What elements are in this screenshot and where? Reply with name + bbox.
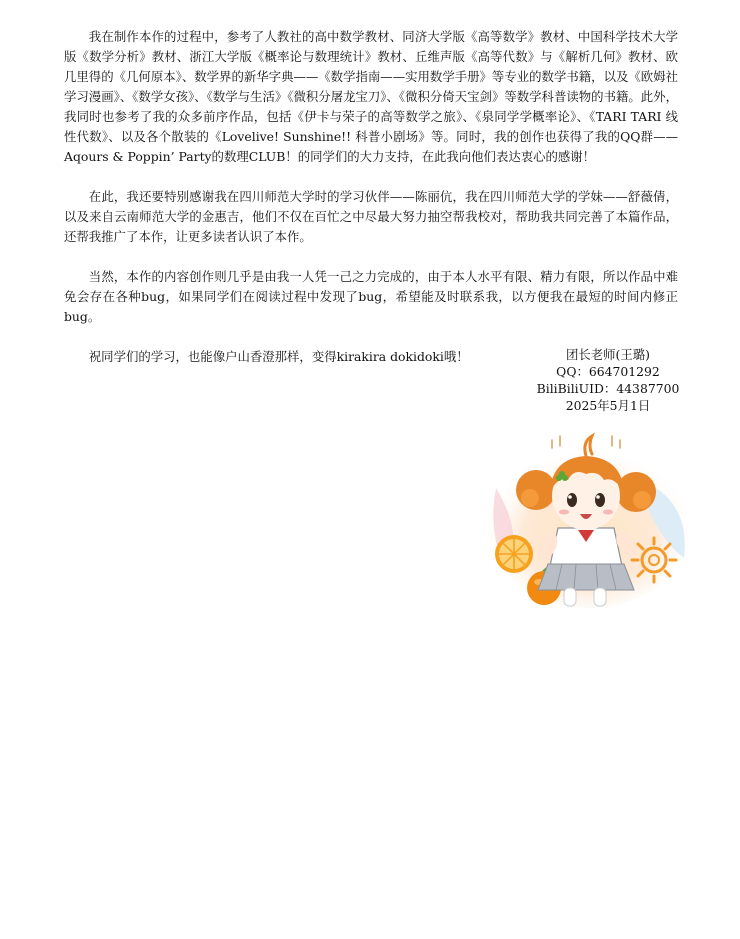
right-leg — [594, 588, 606, 606]
orange-slice-icon — [495, 535, 533, 573]
signature-block — [520, 346, 696, 414]
paragraph-references: 我在制作本作的过程中，参考了人教社的高中数学教材、同济大学版《高等数学》教材、中国科学技术大学版《数学分析》教材、浙江大学版《概率论与数理统计》教材、丘维声版《高等代数》与《解析几何》教材、欧几里得的《几何原本》、数学界的新华字典——《数学指南——实用数学手册》等专业的数学书籍，以及《欧姆社学习漫画》、《数学女孩》、《数学与生活》《微积分屠龙宝刀》、《微积分倚天宝剑》等数学科普读物的书籍。此外，我同时也参考了我的众多前序作品，包括《伊卡与荣子的高等数学之旅》、《泉同学学概率论》、《TARI TARI 线性代数》、以及各个散装的《Lovelive! Sunshine!! 科普小剧场》等。同时，我的创作也获得了我的QQ群——Aqours & Poppin’ Party的数理CLUB！的同学们的大力支持，在此我向他们表达衷心的感谢！ — [64, 29, 678, 164]
left-eye — [567, 493, 577, 507]
uniform-skirt — [538, 564, 634, 590]
signature-date: 2025年5月1日 — [565, 398, 651, 413]
paragraph-wish: 祝同学们的学习，也能像户山香澄那样，变得kirakira dokidoki哦！ — [88, 349, 469, 364]
acknowledgement-text — [64, 27, 678, 387]
chibi-character-illustration — [486, 418, 692, 614]
author-name: 团长老师(王璐) — [565, 347, 650, 362]
right-eye — [595, 493, 605, 507]
author-qq: QQ：664701292 — [556, 364, 660, 379]
paragraph-thanks: 在此，我还要特别感谢我在四川师范大学时的学习伙伴——陈丽伉，我在四川师范大学的学妹——舒薇倩，以及来自云南师范大学的金惠吉，他们不仅在百忙之中尽最大努力抽空帮我校对，帮助我共同完善了本篇作品，还帮我推广了本作，让更多读者认识了本作。 — [64, 189, 678, 244]
author-bilibili: BiliBiliUID：44387700 — [536, 381, 680, 396]
paragraph-bugs: 当然，本作的内容创作则几乎是由我一人凭一己之力完成的，由于本人水平有限、精力有限，所以作品中难免会存在各种bug，如果同学们在阅读过程中发现了bug，希望能及时联系我，以方便我在最短的时间内修正bug。 — [64, 269, 678, 324]
left-leg — [564, 588, 576, 606]
